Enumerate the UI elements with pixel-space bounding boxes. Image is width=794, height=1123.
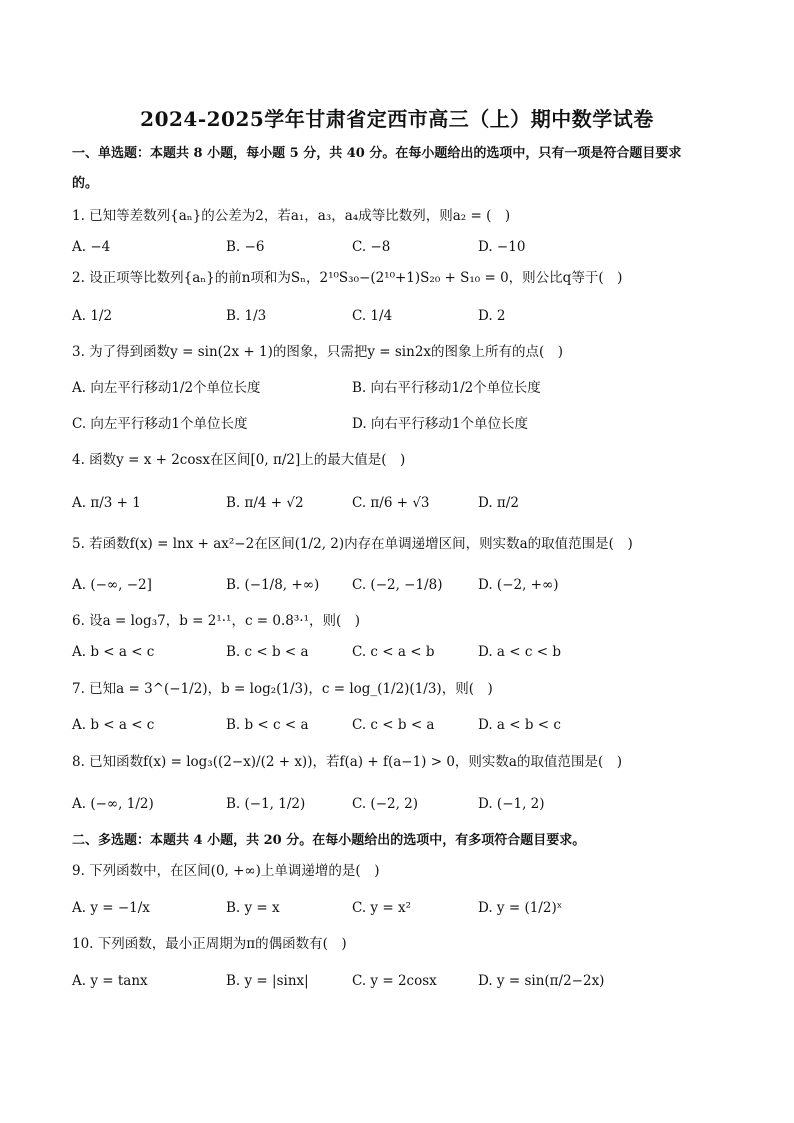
option-c: C. y = 2cosx [352,973,437,989]
question-8-options [72,793,732,815]
option-a: A. π/3 + 1 [72,495,141,511]
option-d: D. 向右平行移动1个单位长度 [352,416,529,432]
option-d: D. y = (1/2)ˣ [478,900,563,916]
option-c: C. −8 [352,239,391,255]
section-1-heading: 一、单选题：本题共 8 小题，每小题 5 分，共 40 分。在每小题给出的选项中，只有一项是符合题目要求 [72,146,682,161]
option-a: A. (−∞, 1/2) [72,796,154,812]
option-d: D. −10 [478,239,526,255]
option-a: A. b < a < c [72,717,155,733]
option-d: D. (−1, 2) [478,796,545,812]
option-d: D. (−2, +∞) [478,577,559,593]
question-7: 7. 已知a = 3^(−1/2)，b = log₂(1/3)，c = log_(1/2)(1/3)，则( ) [72,681,493,697]
option-b: B. y = x [226,900,280,916]
question-8: 8. 已知函数f(x) = log₃((2−x)/(2 + x))，若f(a) + f(a−1) > 0，则实数a的取值范围是( ) [72,754,622,770]
option-b: B. π/4 + √2 [226,495,304,511]
option-a: A. b < a < c [72,644,155,660]
question-9: 9. 下列函数中，在区间(0, +∞)上单调递增的是( ) [72,863,380,879]
option-c: C. 1/4 [352,308,393,324]
question-10: 10. 下列函数，最小正周期为π的偶函数有( ) [72,936,347,952]
option-b: B. 向右平行移动1/2个单位长度 [352,380,541,396]
option-b: B. −6 [226,239,265,255]
option-a: A. −4 [72,239,111,255]
option-c: C. y = x² [352,900,411,916]
question-2: 2. 设正项等比数列{aₙ}的前n项和为Sₙ，2¹⁰S₃₀−(2¹⁰+1)S₂₀ + S₁₀ = 0，则公比q等于( ) [72,270,623,286]
question-5: 5. 若函数f(x) = lnx + ax²−2在区间(1/2, 2)内存在单调递增区间，则实数a的取值范围是( ) [72,536,633,552]
option-c: C. π/6 + √3 [352,495,430,511]
option-c: C. 向左平行移动1个单位长度 [72,416,248,432]
section-1-heading-cont: 的。 [72,176,99,191]
option-d: D. 2 [478,308,506,324]
option-d: D. a < c < b [478,644,561,660]
option-a: A. y = −1/x [72,900,150,916]
question-3: 3. 为了得到函数y = sin(2x + 1)的图象，只需把y = sin2x的图象上所有的点( ) [72,344,564,360]
question-3-options-row-1 [72,377,732,399]
option-a: A. 向左平行移动1/2个单位长度 [72,380,261,396]
option-c: C. (−2, 2) [352,796,419,812]
option-c: C. c < b < a [352,717,435,733]
option-d: D. a < b < c [478,717,561,733]
option-c: C. (−2, −1/8) [352,577,443,593]
option-a: A. (−∞, −2] [72,577,152,593]
question-4-options [72,492,732,514]
option-b: B. c < b < a [226,644,309,660]
option-c: C. c < a < b [352,644,435,660]
question-6: 6. 设a = log₃7，b = 2¹·¹，c = 0.8³·¹，则( ) [72,613,361,629]
option-b: B. b < c < a [226,717,309,733]
section-2-heading: 二、多选题：本题共 4 小题，共 20 分。在每小题给出的选项中，有多项符合题目要求。 [72,833,586,848]
option-b: B. y = |sinx| [226,973,309,989]
question-10-options [72,970,732,992]
question-9-options [72,897,732,919]
option-b: B. (−1, 1/2) [226,796,306,812]
option-a: A. y = tanx [72,973,148,989]
question-1: 1. 已知等差数列{aₙ}的公差为2，若a₁，a₃，a₄成等比数列，则a₂ = ( ) [72,208,511,224]
option-d: D. y = sin(π/2−2x) [478,973,605,989]
question-5-options [72,574,732,596]
question-1-options [72,236,732,258]
page-title: 2024-2025学年甘肃省定西市高三（上）期中数学试卷 [140,107,654,131]
question-2-options [72,305,732,327]
question-7-options [72,714,732,736]
question-3-options-row-2 [72,413,732,435]
option-b: B. (−1/8, +∞) [226,577,320,593]
option-d: D. π/2 [478,495,519,511]
question-4: 4. 函数y = x + 2cosx在区间[0, π/2]上的最大值是( ) [72,452,406,468]
option-b: B. 1/3 [226,308,267,324]
question-6-options [72,641,732,663]
option-a: A. 1/2 [72,308,113,324]
